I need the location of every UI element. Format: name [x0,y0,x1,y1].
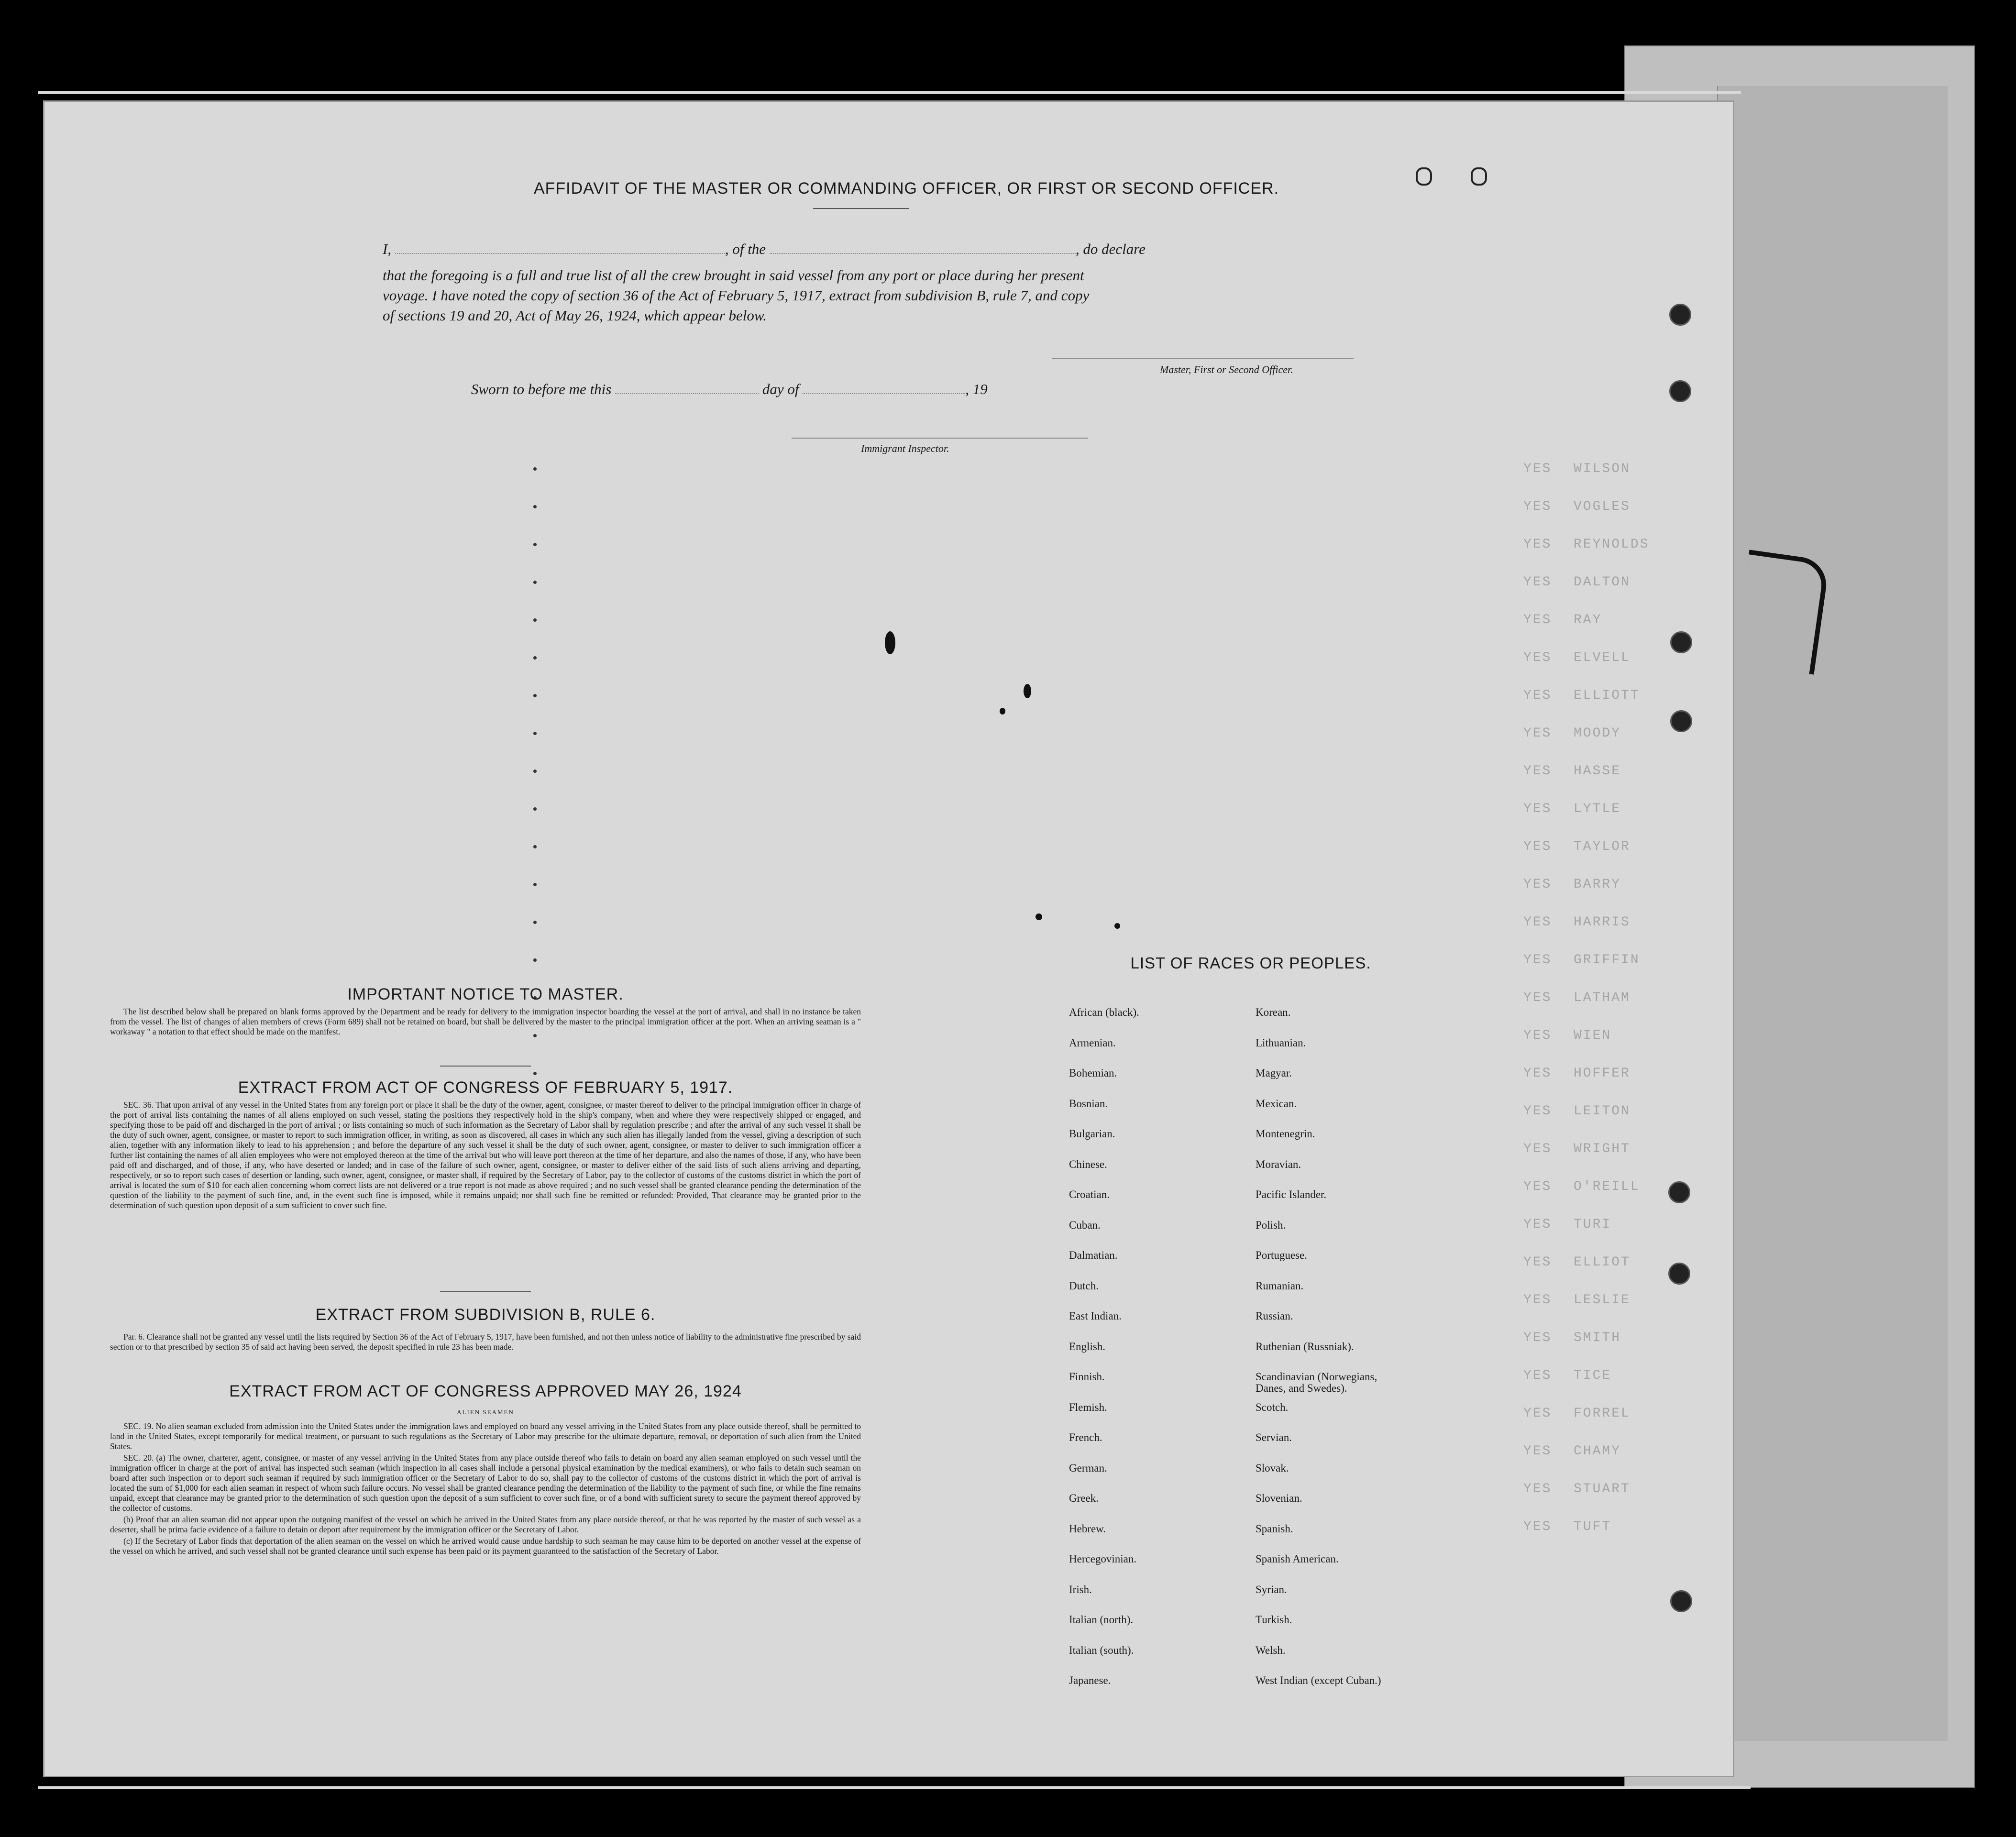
row-dot [533,1072,537,1075]
ghost-yes-mark: YES [1523,839,1552,854]
race-entry: Portuguese. [1256,1249,1307,1261]
race-entry: Magyar. [1256,1067,1292,1079]
declaration-line-1 [383,239,1377,259]
ghost-yes-mark: YES [1523,1293,1552,1308]
row-dot [533,694,537,697]
race-entry: French. [1069,1431,1102,1443]
race-entry: Dalmatian. [1069,1249,1118,1261]
race-entry: Bohemian. [1069,1067,1117,1079]
ghost-name: FORREL [1574,1406,1630,1421]
ink-blot-4 [1036,913,1042,920]
ghost-yes-mark: YES [1523,915,1552,930]
row-dot [533,467,537,471]
extract-1924-heading: EXTRACT FROM ACT OF CONGRESS APPROVED MAY 26, 1924 [229,1382,742,1400]
ghost-yes-mark: YES [1523,1482,1552,1496]
row-dot [533,543,537,546]
race-entry: Scandinavian (Norwegians, Danes, and Swedes). [1256,1371,1377,1394]
ghost-yes-mark: YES [1523,1519,1552,1534]
ghost-name: REYNOLDS [1574,537,1650,552]
row-dot [533,732,537,735]
race-entry: Chinese. [1069,1158,1107,1170]
race-entry: Spanish. [1256,1522,1293,1535]
ghost-yes-mark: YES [1523,1406,1552,1421]
race-entry: Irish. [1069,1583,1092,1595]
underlying-page-2 [1717,86,1948,1741]
master-caption: Master, First or Second Officer. [1160,363,1293,375]
ghost-yes-mark: YES [1523,802,1552,816]
punch-hole-3 [1670,631,1692,653]
punch-hole-4 [1670,710,1692,732]
ink-blot-1 [885,631,895,654]
sworn-line [471,379,1141,399]
ghost-name: O'REILL [1574,1179,1640,1194]
race-entry: East Indian. [1069,1310,1122,1322]
sworn-prefix: Sworn to before me this [471,381,612,397]
ghost-name: LATHAM [1574,990,1630,1005]
race-entry: Spanish American. [1256,1553,1339,1565]
race-entry: Bosnian. [1069,1097,1108,1110]
punch-hole-6 [1668,1263,1690,1285]
ghost-yes-mark: YES [1523,462,1552,476]
rule6-paragraph: Par. 6. Clearance shall not be granted any vessel until the lists required by Section 36 of the Act of February 5, 1917, have been furnished, and not then unless notice of liability to the administrative fine prescribed by said section or to that prescribed by section 35 of said act having been served, the deposit specified in rule 23 has been made. [110,1332,861,1352]
row-dot [533,581,537,584]
race-entry: Servian. [1256,1431,1292,1443]
ghost-yes-mark: YES [1523,537,1552,552]
ghost-name: WRIGHT [1574,1142,1630,1156]
vessel-blank[interactable] [770,253,1076,254]
race-entry: Italian (north). [1069,1614,1134,1626]
ghost-yes-mark: YES [1523,1331,1552,1345]
declaration-i: I, [383,241,392,257]
ghost-name: STUART [1574,1482,1630,1496]
punch-hole-5 [1668,1181,1690,1203]
race-entry: Japanese. [1069,1674,1111,1686]
row-dot [533,845,537,848]
race-entry: Slovenian. [1256,1492,1302,1504]
ghost-name: ELLIOT [1574,1255,1630,1270]
extract-1917-text [110,1100,861,1212]
ghost-yes-mark: YES [1523,1444,1552,1459]
race-entry: Korean. [1256,1006,1291,1018]
races-title: LIST OF RACES OR PEOPLES. [1130,954,1371,972]
race-entry: Scotch. [1256,1401,1289,1413]
race-entry: Polish. [1256,1219,1286,1231]
ghost-name: SMITH [1574,1331,1621,1345]
sworn-year: , 19 [965,381,988,397]
race-entry: Italian (south). [1069,1644,1134,1656]
ghost-name: CHAMY [1574,1444,1621,1459]
race-entry: Flemish. [1069,1401,1107,1413]
ghost-name: GRIFFIN [1574,953,1640,968]
ghost-yes-mark: YES [1523,1066,1552,1081]
master-signature-line[interactable] [1052,358,1354,359]
ink-blot-6 [1416,167,1432,186]
race-entry: African (black). [1069,1006,1139,1018]
ghost-name: DALTON [1574,575,1630,590]
ghost-name: LYTLE [1574,802,1621,816]
ghost-name: TICE [1574,1368,1612,1383]
race-entry: German. [1069,1462,1107,1474]
ghost-yes-mark: YES [1523,726,1552,741]
notice-heading: IMPORTANT NOTICE TO MASTER. [347,985,624,1003]
ghost-yes-mark: YES [1523,575,1552,590]
race-entry: Syrian. [1256,1583,1287,1595]
row-dot [533,505,537,508]
sec19-paragraph: SEC. 19. No alien seaman excluded from admission into the United States under the immigration laws and employed on board any vessel arriving in the United States from any place outside thereof, shall be permitted to land in the United States, except temporarily for medical treatment, or pursuant to such regulations as the Secretary of Labor may prescribe for the ultimate departure, removal, or deportation of such alien from the United States. [110,1421,861,1451]
ghost-name: RAY [1574,613,1602,627]
punch-hole-1 [1669,304,1691,326]
notice-divider [440,1066,531,1067]
inspector-signature-line[interactable] [792,438,1088,439]
ghost-yes-mark: YES [1523,688,1552,703]
row-dot [533,921,537,924]
extract-1917-divider [440,1291,531,1292]
rule6-text [110,1332,861,1353]
ink-blot-2 [1024,684,1031,698]
notice-text [110,1007,861,1038]
ink-blot-3 [1000,708,1005,715]
pencil-scribble [1733,550,1830,674]
ghost-yes-mark: YES [1523,953,1552,968]
ghost-name: BARRY [1574,877,1621,892]
race-entry: English. [1069,1340,1106,1353]
row-dot [533,958,537,962]
race-entry: Dutch. [1069,1279,1099,1292]
ghost-yes-mark: YES [1523,990,1552,1005]
ghost-yes-mark: YES [1523,764,1552,779]
ghost-name: LEITON [1574,1104,1630,1119]
affidavit-title: AFFIDAVIT OF THE MASTER OR COMMANDING OFFICER, OR FIRST OR SECOND OFFICER. [533,179,1279,198]
ghost-name: WIEN [1574,1028,1612,1043]
race-entry: Greek. [1069,1492,1099,1504]
ghost-name: HOFFER [1574,1066,1630,1081]
ghost-yes-mark: YES [1523,877,1552,892]
race-entry: Mexican. [1256,1097,1297,1110]
ink-blot-5 [1114,923,1120,929]
race-entry: Turkish. [1256,1614,1292,1626]
ghost-name: ELVELL [1574,650,1630,665]
notice-paragraph: The list described below shall be prepared on blank forms approved by the Department and be ready for delivery to the immigration inspector boarding the vessel at the port of arrival, and shall in no instance be taken from the vessel. The list of changes of alien members of crews (Form 689) shall not be retained on board, but shall be delivered by the master to the principal immigration officer at the port. When an arriving seaman is a " workaway " a notation to that effect should be made on the manifest. [110,1007,861,1036]
race-entry: Lithuanian. [1256,1036,1306,1049]
ghost-yes-mark: YES [1523,1368,1552,1383]
extract-1924-text [110,1421,861,1558]
ghost-yes-mark: YES [1523,1104,1552,1119]
row-dot [533,883,537,886]
ghost-yes-mark: YES [1523,1255,1552,1270]
ghost-yes-mark: YES [1523,1142,1552,1156]
declaration-of-the: , of the [725,241,766,257]
ghost-name: TUFT [1574,1519,1612,1534]
punch-hole-7 [1670,1590,1692,1612]
race-entry: Armenian. [1069,1036,1116,1049]
punch-hole-2 [1669,380,1691,402]
alien-seamen-subheading: ALIEN SEAMEN [457,1408,514,1416]
row-dot [533,656,537,660]
ghost-name: WILSON [1574,462,1630,476]
race-entry: Welsh. [1256,1644,1286,1656]
declaration-line-3: voyage. I have noted the copy of section 36 of the Act of February 5, 1917, extract from subdivision B, rule 7, and copy [383,287,1090,304]
declaration-do-declare: , do declare [1075,241,1146,257]
row-dot [533,770,537,773]
race-entry: Montenegrin. [1256,1128,1315,1140]
ghost-name: TAYLOR [1574,839,1630,854]
title-divider [813,208,909,209]
sworn-day-blank[interactable] [615,393,759,394]
ghost-name: LESLIE [1574,1293,1630,1308]
extract-1917-heading: EXTRACT FROM ACT OF CONGRESS OF FEBRUARY 5, 1917. [238,1078,733,1097]
race-entry: Hercegovinian. [1069,1553,1137,1565]
race-entry: Hebrew. [1069,1522,1106,1535]
race-entry: Cuban. [1069,1219,1101,1231]
race-entry: Russian. [1256,1310,1293,1322]
race-entry: Finnish. [1069,1371,1105,1383]
race-entry: West Indian (except Cuban.) [1256,1674,1381,1686]
race-entry: Rumanian. [1256,1279,1304,1292]
inspector-caption: Immigrant Inspector. [861,442,949,454]
ghost-yes-mark: YES [1523,650,1552,665]
ghost-name: HASSE [1574,764,1621,779]
sec20b-paragraph: (b) Proof that an alien seaman did not appear upon the outgoing manifest of the vessel on which he arrived in the United States from any place outside thereof, or that he was reported by the master of such vessel as a deserter, shall be prima facie evidence of a failure to detain or deport after requirement by the immigration officer or the Secretary of Labor. [110,1515,861,1534]
ghost-yes-mark: YES [1523,1028,1552,1043]
declaration-line-2: that the foregoing is a full and true list of all the crew brought in said vessel from any port or place during her present [383,267,1084,284]
ghost-name: TURI [1574,1217,1612,1232]
sworn-day-label: day of [762,381,799,397]
race-entry: Pacific Islander. [1256,1188,1327,1200]
race-entry: Moravian. [1256,1158,1301,1170]
race-entry: Ruthenian (Russniak). [1256,1340,1354,1353]
sec20a-paragraph: SEC. 20. (a) The owner, charterer, agent, consignee, or master of any vessel arriving in the United States from any place outside thereof who fails to detain on board any alien seaman employed on such vessel until the immigration officer in charge at the port of arrival has inspected such seaman (which inspection in all cases shall include a personal physical examination by the medical examiners), or who fails to detain such seaman on board after such inspection or to deport such seaman if required by such immigration officer or the Secretary of Labor to do so, shall pay to the collector of customs of the customs district in which the port of arrival is located the sum of $1,000 for each alien seaman in respect of whom such failure occurs. No vessel shall be granted clearance pending the determination of the liability to the payment of such fine, or while the fine remains unpaid, except that clearance may be granted prior to the determination of such question upon the deposit of a sum sufficient to cover such fine, or of a bond with sufficient surety to secure the payment thereof approved by the collector of customs. [110,1453,861,1513]
frame-border-bottom [38,1786,1751,1789]
rule6-heading: EXTRACT FROM SUBDIVISION B, RULE 6. [315,1306,656,1324]
ghost-yes-mark: YES [1523,499,1552,514]
race-entry: Croatian. [1069,1188,1110,1200]
ghost-name: HARRIS [1574,915,1630,930]
race-entry: Slovak. [1256,1462,1289,1474]
ghost-name: VOGLES [1574,499,1630,514]
declaration-line-4: of sections 19 and 20, Act of May 26, 1924, which appear below. [383,307,767,324]
sec20c-paragraph: (c) If the Secretary of Labor finds that deportation of the alien seaman on the vessel on which he arrived would cause undue hardship to such seaman he may cause him to be deported on another vessel at the expense of the vessel on which he arrived, and such vessel shall not be granted clearance until such expense has been paid or its payment guaranteed to the satisfaction of the Secretary of Labor. [110,1536,861,1556]
race-entry: Bulgarian. [1069,1128,1115,1140]
sec36-paragraph: SEC. 36. That upon arrival of any vessel in the United States from any foreign port or place it shall be the duty of the owner, agent, consignee, or master thereof to deliver to the principal immigration officer in charge of the port of arrival lists containing the names of all aliens employed on such vessel, stating the positions they respectively hold in the ship's company, when and where they were respectively shipped or engaged, and specifying those to be paid off and discharged in the port of arrival ; or lists containing so much of such information as the Secretary of Labor shall by regulation prescribe ; and after the arrival of any such vessel it shall be the duty of such owner, agent, consignee, or master to report to such immigration officer, in writing, as soon as discovered, all cases in which any such alien has illegally landed from the vessel, giving a description of such alien, together with any information likely to lead to his apprehension ; and before the departure of any such vessel it shall be the duty of such owner, agent, consignee, or master to deliver to such immigration officer a further list containing the names of all alien employees who were not employed thereon at the time of the arrival but who will leave port thereon at the time of her departure, and also the names of those, if any, who have been paid off and discharged, and of those, if any, who have deserted or landed; and in case of the failure of such owner, agent, consignee, or master to deliver either of the said lists of such aliens arriving and departing, respectively, or so to report such cases of desertion or landing, such owner, agent, consignee, or master shall, if required by the Secretary of Labor, pay to the collector of customs of the customs district in which the port of arrival is located the sum of $10 for each alien concerning whom correct lists are not delivered or a true report is not made as above required ; and no such vessel shall be granted clearance pending the determination of the question of the liability to the payment of such fine, and, in the event such fine is imposed, while it remains unpaid; nor shall such fine be remitted or refunded: Provided, That clearance may be granted prior to the determination of such question upon deposit of a sum sufficient to cover such fine. [110,1100,861,1210]
ghost-name: MOODY [1574,726,1621,741]
frame-border-top [38,91,1741,94]
ghost-name: ELLIOTT [1574,688,1640,703]
row-dot [533,807,537,811]
sworn-month-blank[interactable] [803,393,965,394]
ghost-yes-mark: YES [1523,613,1552,627]
ink-blot-7 [1471,167,1487,186]
ghost-yes-mark: YES [1523,1217,1552,1232]
row-dot [533,618,537,622]
ghost-yes-mark: YES [1523,1179,1552,1194]
name-blank[interactable] [395,253,725,254]
